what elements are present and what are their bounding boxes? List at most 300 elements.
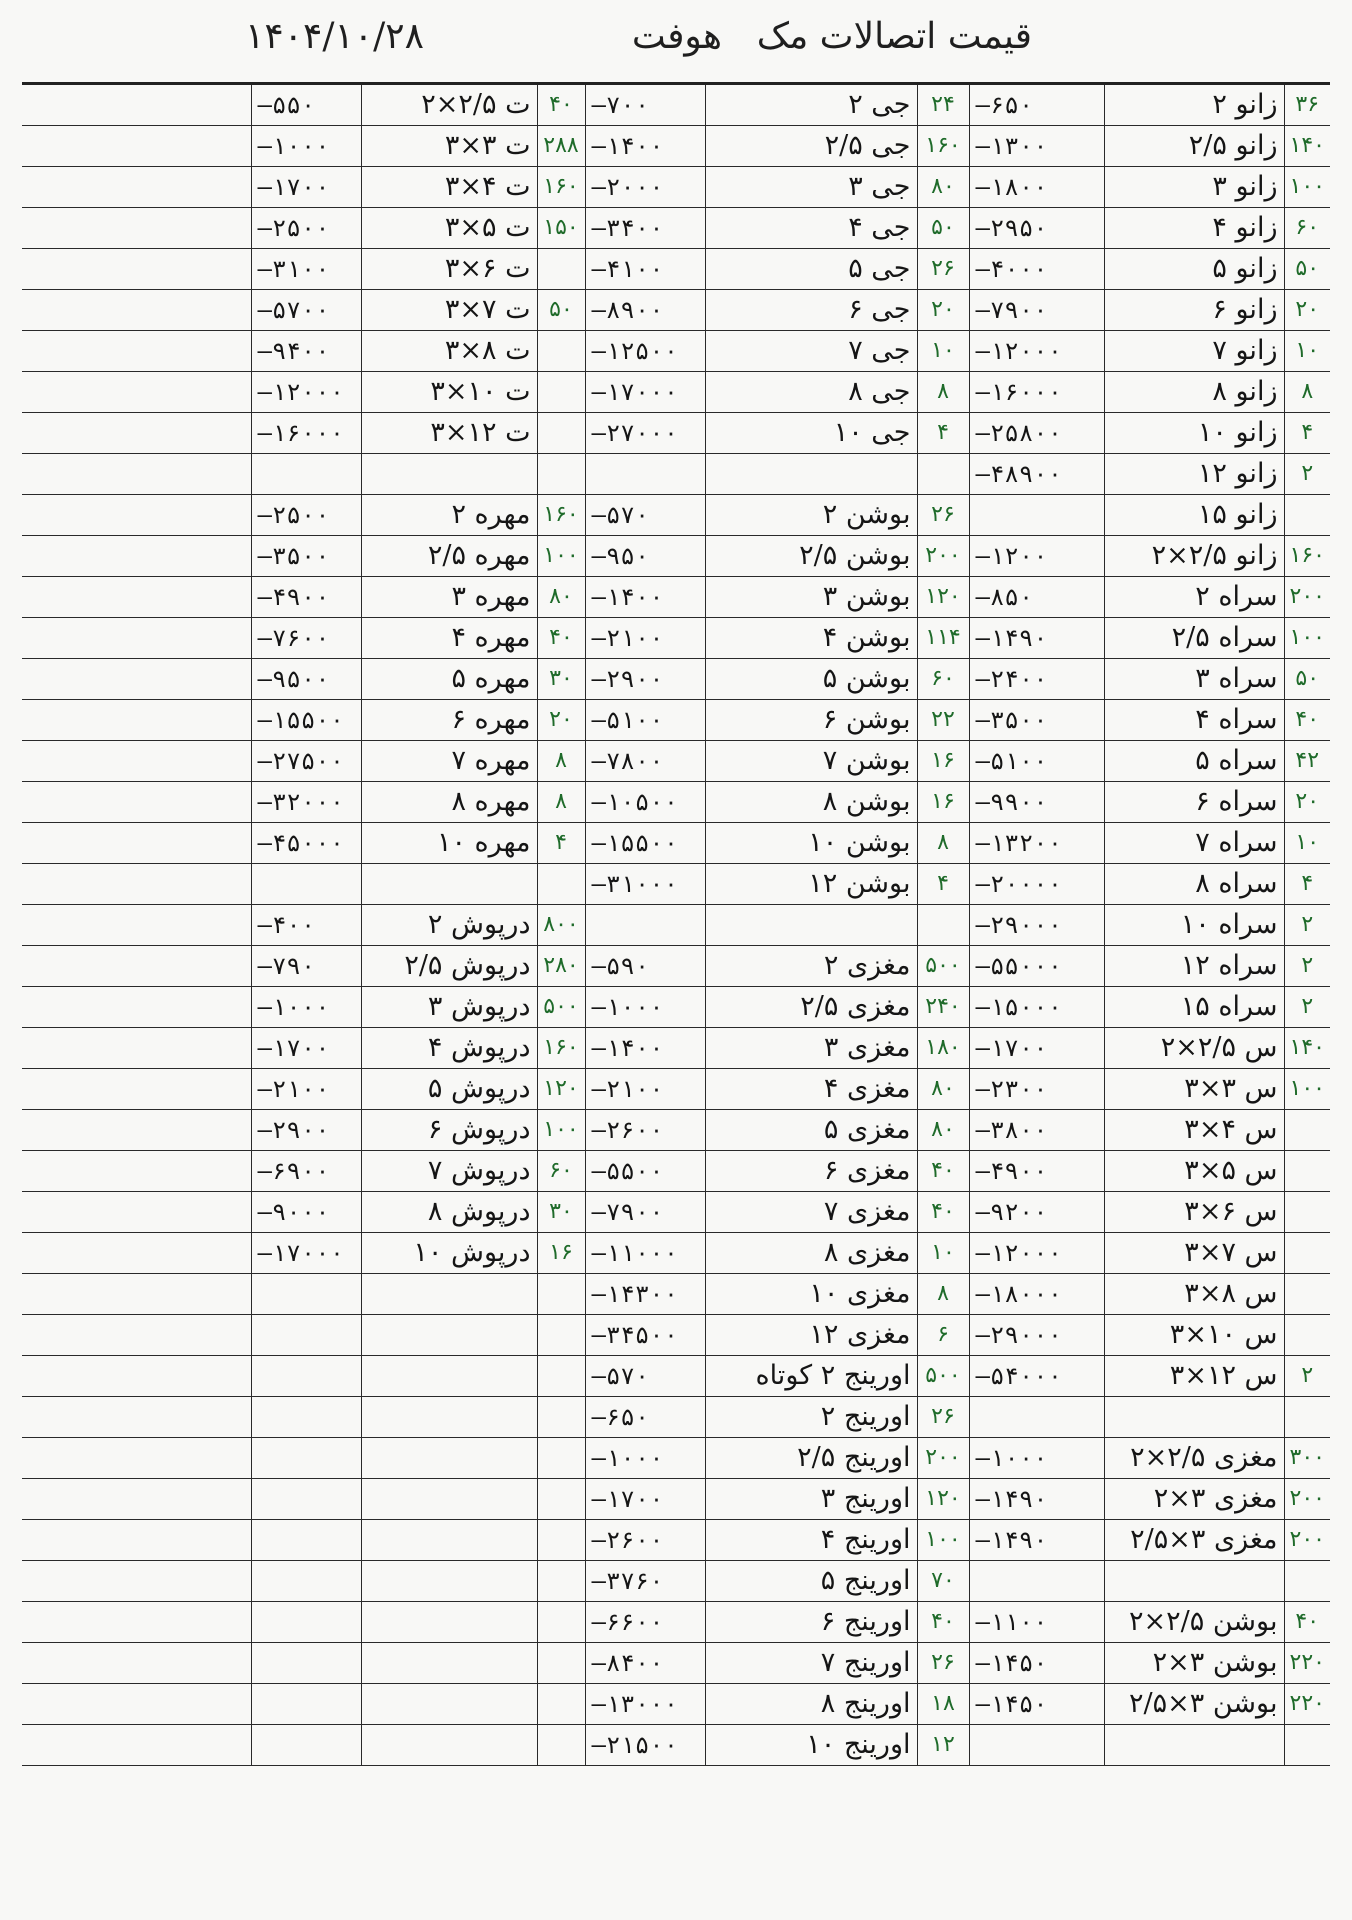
- empty-cell: [22, 495, 251, 536]
- price-cell: ۴۰۰۰—: [969, 249, 1104, 290]
- price-cell: ۹۵۰۰—: [251, 659, 361, 700]
- item-name-cell: بوشن ۸: [705, 782, 917, 823]
- item-name-cell: جی ۲: [705, 85, 917, 126]
- quantity-cell: [1284, 1561, 1330, 1602]
- item-name-cell: درپوش ۷: [361, 1151, 537, 1192]
- price-cell: ۱۴۹۰—: [969, 618, 1104, 659]
- quantity-cell: ۱۰: [917, 331, 969, 372]
- price-cell: ۲۷۵۰۰—: [251, 741, 361, 782]
- quantity-cell: ۱۰۰: [537, 1110, 585, 1151]
- item-name-cell: [361, 864, 537, 905]
- quantity-cell: [1284, 1233, 1330, 1274]
- item-name-cell: مغزی ۴: [705, 1069, 917, 1110]
- quantity-cell: ۵۰: [1284, 249, 1330, 290]
- quantity-cell: ۱۰۰: [1284, 618, 1330, 659]
- empty-cell: [22, 946, 251, 987]
- quantity-cell: ۵۰: [917, 208, 969, 249]
- price-cell: ۱۲۰۰—: [969, 536, 1104, 577]
- table-row: [22, 1233, 1330, 1274]
- item-name-cell: مغزی ۷: [705, 1192, 917, 1233]
- quantity-cell: ۱۰: [1284, 823, 1330, 864]
- item-name-cell: مهره ۲/۵: [361, 536, 537, 577]
- quantity-cell: [1284, 1110, 1330, 1151]
- table-row: [22, 290, 1330, 331]
- quantity-cell: [537, 1520, 585, 1561]
- item-name-cell: [361, 454, 537, 495]
- empty-cell: [22, 1233, 251, 1274]
- quantity-cell: ۲۰۰: [917, 1438, 969, 1479]
- item-name-cell: بوشن ۳: [705, 577, 917, 618]
- price-cell: ۱۰۰۰—: [251, 126, 361, 167]
- quantity-cell: ۵۰۰: [917, 1356, 969, 1397]
- price-cell: ۱۷۰۰۰—: [585, 372, 705, 413]
- quantity-cell: ۲۶: [917, 1643, 969, 1684]
- price-cell: ۱۰۰۰—: [585, 1438, 705, 1479]
- price-cell: ۹۹۰۰—: [969, 782, 1104, 823]
- item-name-cell: سراه ۴: [1104, 700, 1284, 741]
- price-cell: ۲۵۰۰—: [251, 495, 361, 536]
- item-name-cell: اورینج ۷: [705, 1643, 917, 1684]
- quantity-cell: ۲: [1284, 987, 1330, 1028]
- item-name-cell: درپوش ۸: [361, 1192, 537, 1233]
- table-row: [22, 536, 1330, 577]
- table-row: [22, 1479, 1330, 1520]
- quantity-cell: ۱۸: [917, 1684, 969, 1725]
- quantity-cell: [917, 905, 969, 946]
- ledger-area: [22, 82, 1330, 1895]
- item-name-cell: اورینج ۲: [705, 1397, 917, 1438]
- table-row: [22, 1315, 1330, 1356]
- item-name-cell: ت ۱۰×۳: [361, 372, 537, 413]
- item-name-cell: س ۸×۳: [1104, 1274, 1284, 1315]
- table-row: [22, 1151, 1330, 1192]
- price-cell: ۷۹۰۰—: [585, 1192, 705, 1233]
- price-cell: ۱۳۰۰۰—: [585, 1684, 705, 1725]
- item-name-cell: زانو ۵: [1104, 249, 1284, 290]
- quantity-cell: [537, 1602, 585, 1643]
- empty-cell: [22, 413, 251, 454]
- price-cell: ۵۴۰۰۰—: [969, 1356, 1104, 1397]
- quantity-cell: ۵۰۰: [537, 987, 585, 1028]
- item-name-cell: بوشن ۱۰: [705, 823, 917, 864]
- quantity-cell: ۱۲۰: [917, 1479, 969, 1520]
- table-row: [22, 208, 1330, 249]
- quantity-cell: [537, 1315, 585, 1356]
- table-row: [22, 905, 1330, 946]
- item-name-cell: سراه ۸: [1104, 864, 1284, 905]
- item-name-cell: [361, 1397, 537, 1438]
- table-row: [22, 1274, 1330, 1315]
- price-cell: ۵۵۰۰—: [585, 1151, 705, 1192]
- price-cell: ۴۰۰—: [251, 905, 361, 946]
- empty-cell: [22, 249, 251, 290]
- price-cell: [969, 1397, 1104, 1438]
- price-cell: ۱۴۵۰—: [969, 1684, 1104, 1725]
- price-cell: [251, 1315, 361, 1356]
- quantity-cell: ۱۶۰: [537, 167, 585, 208]
- price-cell: ۳۵۰۰—: [251, 536, 361, 577]
- quantity-cell: [537, 1479, 585, 1520]
- price-cell: ۱۶۰۰۰—: [251, 413, 361, 454]
- item-name-cell: جی ۳: [705, 167, 917, 208]
- item-name-cell: بوشن ۴: [705, 618, 917, 659]
- quantity-cell: ۱۶۰: [917, 126, 969, 167]
- quantity-cell: ۱۰: [917, 1233, 969, 1274]
- item-name-cell: زانو ۱۰: [1104, 413, 1284, 454]
- table-row: [22, 618, 1330, 659]
- item-name-cell: [361, 1479, 537, 1520]
- quantity-cell: ۲۴۰: [917, 987, 969, 1028]
- quantity-cell: ۳۰: [537, 659, 585, 700]
- item-name-cell: س ۶×۳: [1104, 1192, 1284, 1233]
- item-name-cell: بوشن ۳×۲: [1104, 1643, 1284, 1684]
- item-name-cell: زانو ۱۵: [1104, 495, 1284, 536]
- quantity-cell: ۴۰: [917, 1602, 969, 1643]
- price-cell: ۶۶۰۰—: [585, 1602, 705, 1643]
- item-name-cell: مغزی ۳: [705, 1028, 917, 1069]
- quantity-cell: [537, 1561, 585, 1602]
- item-name-cell: بوشن ۵: [705, 659, 917, 700]
- price-cell: ۲۱۰۰—: [585, 618, 705, 659]
- price-cell: ۵۵۰—: [251, 85, 361, 126]
- item-name-cell: سراه ۱۵: [1104, 987, 1284, 1028]
- item-name-cell: س ۵×۳: [1104, 1151, 1284, 1192]
- price-cell: ۲۱۵۰۰—: [585, 1725, 705, 1766]
- price-cell: ۵۷۰—: [585, 495, 705, 536]
- item-name-cell: س ۲/۵×۲: [1104, 1028, 1284, 1069]
- price-cell: ۹۰۰۰—: [251, 1192, 361, 1233]
- price-cell: ۱۰۰۰—: [969, 1438, 1104, 1479]
- quantity-cell: ۲۲: [917, 700, 969, 741]
- quantity-cell: ۱۶: [917, 782, 969, 823]
- table-row: [22, 577, 1330, 618]
- item-name-cell: مهره ۱۰: [361, 823, 537, 864]
- sheet-header: [0, 8, 1352, 78]
- empty-cell: [22, 454, 251, 495]
- item-name-cell: جی ۲/۵: [705, 126, 917, 167]
- empty-cell: [22, 987, 251, 1028]
- item-name-cell: [361, 1725, 537, 1766]
- quantity-cell: ۲۴: [917, 85, 969, 126]
- price-cell: [585, 905, 705, 946]
- quantity-cell: ۲۰: [917, 290, 969, 331]
- item-name-cell: مغزی ۳×۲: [1104, 1479, 1284, 1520]
- quantity-cell: ۱۶۰: [537, 495, 585, 536]
- table-row: [22, 1643, 1330, 1684]
- price-cell: [251, 1725, 361, 1766]
- empty-cell: [22, 1397, 251, 1438]
- price-cell: ۵۷۰—: [585, 1356, 705, 1397]
- quantity-cell: ۸: [917, 1274, 969, 1315]
- price-cell: ۱۴۰۰—: [585, 1028, 705, 1069]
- price-cell: ۱۸۰۰۰—: [969, 1274, 1104, 1315]
- empty-cell: [22, 1643, 251, 1684]
- item-name-cell: زانو ۱۲: [1104, 454, 1284, 495]
- price-cell: ۱۰۵۰۰—: [585, 782, 705, 823]
- item-name-cell: اورینج ۶: [705, 1602, 917, 1643]
- item-name-cell: سراه ۶: [1104, 782, 1284, 823]
- quantity-cell: ۱۶۰: [1284, 536, 1330, 577]
- quantity-cell: ۲۰: [1284, 782, 1330, 823]
- table-row: [22, 331, 1330, 372]
- quantity-cell: ۴: [917, 413, 969, 454]
- quantity-cell: ۶: [917, 1315, 969, 1356]
- item-name-cell: سراه ۷: [1104, 823, 1284, 864]
- table-row: [22, 1356, 1330, 1397]
- item-name-cell: [361, 1438, 537, 1479]
- price-cell: ۲۹۵۰—: [969, 208, 1104, 249]
- price-cell: ۱۷۰۰۰—: [251, 1233, 361, 1274]
- item-name-cell: مغزی ۲/۵: [705, 987, 917, 1028]
- sheet-title: قیمت اتصالات مک: [756, 16, 1032, 57]
- quantity-cell: ۸۰: [537, 577, 585, 618]
- quantity-cell: ۱۶۰: [537, 1028, 585, 1069]
- price-cell: [251, 1643, 361, 1684]
- price-cell: ۷۹۰—: [251, 946, 361, 987]
- quantity-cell: ۶۰: [537, 1151, 585, 1192]
- quantity-cell: ۸: [1284, 372, 1330, 413]
- price-cell: ۵۹۰—: [585, 946, 705, 987]
- price-cell: ۵۱۰۰—: [969, 741, 1104, 782]
- empty-cell: [22, 782, 251, 823]
- price-cell: ۱۴۹۰—: [969, 1520, 1104, 1561]
- item-name-cell: مغزی ۲/۵×۲: [1104, 1438, 1284, 1479]
- table-row: [22, 1684, 1330, 1725]
- item-name-cell: جی ۵: [705, 249, 917, 290]
- price-cell: ۲۵۰۰—: [251, 208, 361, 249]
- price-cell: ۷۸۰۰—: [585, 741, 705, 782]
- item-name-cell: مغزی ۸: [705, 1233, 917, 1274]
- item-name-cell: سراه ۲: [1104, 577, 1284, 618]
- item-name-cell: [1104, 1561, 1284, 1602]
- empty-cell: [22, 1561, 251, 1602]
- table-row: [22, 659, 1330, 700]
- table-row: [22, 987, 1330, 1028]
- item-name-cell: بوشن ۶: [705, 700, 917, 741]
- item-name-cell: سراه ۱۲: [1104, 946, 1284, 987]
- item-name-cell: مهره ۶: [361, 700, 537, 741]
- item-name-cell: ت ۳×۳: [361, 126, 537, 167]
- table-row: [22, 167, 1330, 208]
- table-row: [22, 1561, 1330, 1602]
- price-cell: ۲۹۰۰—: [251, 1110, 361, 1151]
- quantity-cell: ۳۰: [537, 1192, 585, 1233]
- table-row: [22, 700, 1330, 741]
- price-cell: ۱۵۵۰۰—: [251, 700, 361, 741]
- item-name-cell: سراه ۱۰: [1104, 905, 1284, 946]
- quantity-cell: ۲۰: [537, 700, 585, 741]
- price-cell: ۲۰۰۰۰—: [969, 864, 1104, 905]
- quantity-cell: ۶۰: [1284, 208, 1330, 249]
- table-row: [22, 1028, 1330, 1069]
- item-name-cell: اورینج ۴: [705, 1520, 917, 1561]
- price-cell: ۱۷۰۰—: [585, 1479, 705, 1520]
- quantity-cell: ۱۸۰: [917, 1028, 969, 1069]
- price-cell: ۱۲۵۰۰—: [585, 331, 705, 372]
- table-row: [22, 495, 1330, 536]
- empty-cell: [22, 659, 251, 700]
- quantity-cell: [1284, 1725, 1330, 1766]
- item-name-cell: درپوش ۲/۵: [361, 946, 537, 987]
- price-cell: ۲۳۰۰—: [969, 1069, 1104, 1110]
- quantity-cell: ۱۶: [917, 741, 969, 782]
- item-name-cell: بوشن ۲: [705, 495, 917, 536]
- item-name-cell: سراه ۲/۵: [1104, 618, 1284, 659]
- item-name-cell: [361, 1520, 537, 1561]
- item-name-cell: درپوش ۲: [361, 905, 537, 946]
- quantity-cell: ۴: [917, 864, 969, 905]
- price-cell: ۱۵۰۰۰—: [969, 987, 1104, 1028]
- item-name-cell: س ۳×۳: [1104, 1069, 1284, 1110]
- quantity-cell: [537, 1356, 585, 1397]
- empty-cell: [22, 1069, 251, 1110]
- quantity-cell: ۵۰: [537, 290, 585, 331]
- empty-cell: [22, 1438, 251, 1479]
- quantity-cell: ۲: [1284, 905, 1330, 946]
- quantity-cell: ۸۰۰: [537, 905, 585, 946]
- quantity-cell: ۴۰: [537, 618, 585, 659]
- item-name-cell: س ۷×۳: [1104, 1233, 1284, 1274]
- item-name-cell: ت ۴×۳: [361, 167, 537, 208]
- price-cell: ۹۴۰۰—: [251, 331, 361, 372]
- price-cell: [251, 1397, 361, 1438]
- price-cell: ۶۵۰—: [585, 1397, 705, 1438]
- quantity-cell: ۲۶: [917, 1397, 969, 1438]
- quantity-cell: ۴۰: [917, 1192, 969, 1233]
- quantity-cell: ۴: [1284, 864, 1330, 905]
- price-cell: ۳۲۰۰۰—: [251, 782, 361, 823]
- price-cell: [969, 1725, 1104, 1766]
- empty-cell: [22, 1315, 251, 1356]
- item-name-cell: درپوش ۱۰: [361, 1233, 537, 1274]
- quantity-cell: ۴۰: [917, 1151, 969, 1192]
- quantity-cell: [1284, 495, 1330, 536]
- quantity-cell: ۴۲: [1284, 741, 1330, 782]
- price-cell: ۳۱۰۰۰—: [585, 864, 705, 905]
- table-row: [22, 372, 1330, 413]
- quantity-cell: ۲: [1284, 946, 1330, 987]
- quantity-cell: ۱۰۰: [917, 1520, 969, 1561]
- item-name-cell: زانو ۲/۵: [1104, 126, 1284, 167]
- item-name-cell: مغزی ۱۰: [705, 1274, 917, 1315]
- price-cell: ۳۱۰۰—: [251, 249, 361, 290]
- quantity-cell: [537, 1684, 585, 1725]
- quantity-cell: ۱۲: [917, 1725, 969, 1766]
- item-name-cell: [361, 1643, 537, 1684]
- price-cell: ۱۴۰۰—: [585, 126, 705, 167]
- quantity-cell: ۲۸۰: [537, 946, 585, 987]
- item-name-cell: ت ۱۲×۳: [361, 413, 537, 454]
- empty-cell: [22, 823, 251, 864]
- item-name-cell: درپوش ۴: [361, 1028, 537, 1069]
- quantity-cell: ۱۵۰: [537, 208, 585, 249]
- item-name-cell: ت ۶×۳: [361, 249, 537, 290]
- quantity-cell: ۴: [537, 823, 585, 864]
- quantity-cell: [1284, 1151, 1330, 1192]
- empty-cell: [22, 618, 251, 659]
- item-name-cell: مغزی ۲: [705, 946, 917, 987]
- item-name-cell: اورینج ۵: [705, 1561, 917, 1602]
- empty-cell: [22, 1725, 251, 1766]
- table-row: [22, 823, 1330, 864]
- item-name-cell: زانو ۳: [1104, 167, 1284, 208]
- price-cell: ۸۹۰۰—: [585, 290, 705, 331]
- item-name-cell: اورینج ۲/۵: [705, 1438, 917, 1479]
- price-cell: ۷۰۰—: [585, 85, 705, 126]
- quantity-cell: ۱۶: [537, 1233, 585, 1274]
- price-cell: [251, 1520, 361, 1561]
- item-name-cell: س ۱۲×۳: [1104, 1356, 1284, 1397]
- item-name-cell: [705, 905, 917, 946]
- empty-cell: [22, 905, 251, 946]
- table-row: [22, 454, 1330, 495]
- price-cell: ۱۴۵۰—: [969, 1643, 1104, 1684]
- price-cell: ۹۵۰—: [585, 536, 705, 577]
- price-cell: ۱۰۰۰—: [251, 987, 361, 1028]
- item-name-cell: [361, 1602, 537, 1643]
- item-name-cell: س ۴×۳: [1104, 1110, 1284, 1151]
- price-cell: ۱۸۰۰—: [969, 167, 1104, 208]
- item-name-cell: س ۱۰×۳: [1104, 1315, 1284, 1356]
- item-name-cell: جی ۷: [705, 331, 917, 372]
- table-row: [22, 249, 1330, 290]
- empty-cell: [22, 1110, 251, 1151]
- item-name-cell: [361, 1315, 537, 1356]
- quantity-cell: ۵۰: [1284, 659, 1330, 700]
- item-name-cell: جی ۴: [705, 208, 917, 249]
- table-row: [22, 1110, 1330, 1151]
- quantity-cell: [1284, 1397, 1330, 1438]
- table-row: [22, 1397, 1330, 1438]
- quantity-cell: ۴: [1284, 413, 1330, 454]
- quantity-cell: ۸: [917, 372, 969, 413]
- quantity-cell: [537, 1438, 585, 1479]
- item-name-cell: مغزی ۵: [705, 1110, 917, 1151]
- price-cell: ۱۶۰۰۰—: [969, 372, 1104, 413]
- empty-cell: [22, 85, 251, 126]
- item-name-cell: زانو ۶: [1104, 290, 1284, 331]
- price-cell: ۳۵۰۰—: [969, 700, 1104, 741]
- price-cell: ۱۴۳۰۰—: [585, 1274, 705, 1315]
- price-cell: ۲۶۰۰—: [585, 1520, 705, 1561]
- price-cell: ۳۴۰۰—: [585, 208, 705, 249]
- table-row: [22, 782, 1330, 823]
- quantity-cell: ۲۰۰: [1284, 1520, 1330, 1561]
- price-cell: ۱۳۲۰۰—: [969, 823, 1104, 864]
- item-name-cell: بوشن ۷: [705, 741, 917, 782]
- item-name-cell: درپوش ۳: [361, 987, 537, 1028]
- quantity-cell: [1284, 1192, 1330, 1233]
- price-cell: ۲۰۰۰—: [585, 167, 705, 208]
- item-name-cell: [361, 1274, 537, 1315]
- price-cell: [251, 1684, 361, 1725]
- price-cell: ۷۶۰۰—: [251, 618, 361, 659]
- price-cell: ۵۷۰۰—: [251, 290, 361, 331]
- price-cell: ۸۵۰—: [969, 577, 1104, 618]
- price-cell: ۱۲۰۰۰—: [969, 1233, 1104, 1274]
- price-cell: ۲۱۰۰—: [585, 1069, 705, 1110]
- quantity-cell: ۱۰۰: [1284, 167, 1330, 208]
- item-name-cell: [1104, 1725, 1284, 1766]
- quantity-cell: ۳۶: [1284, 85, 1330, 126]
- item-name-cell: جی ۶: [705, 290, 917, 331]
- quantity-cell: [537, 1397, 585, 1438]
- price-cell: ۱۷۰۰—: [251, 167, 361, 208]
- empty-cell: [22, 700, 251, 741]
- table-row: [22, 1069, 1330, 1110]
- quantity-cell: [917, 454, 969, 495]
- price-cell: ۲۹۰۰۰—: [969, 905, 1104, 946]
